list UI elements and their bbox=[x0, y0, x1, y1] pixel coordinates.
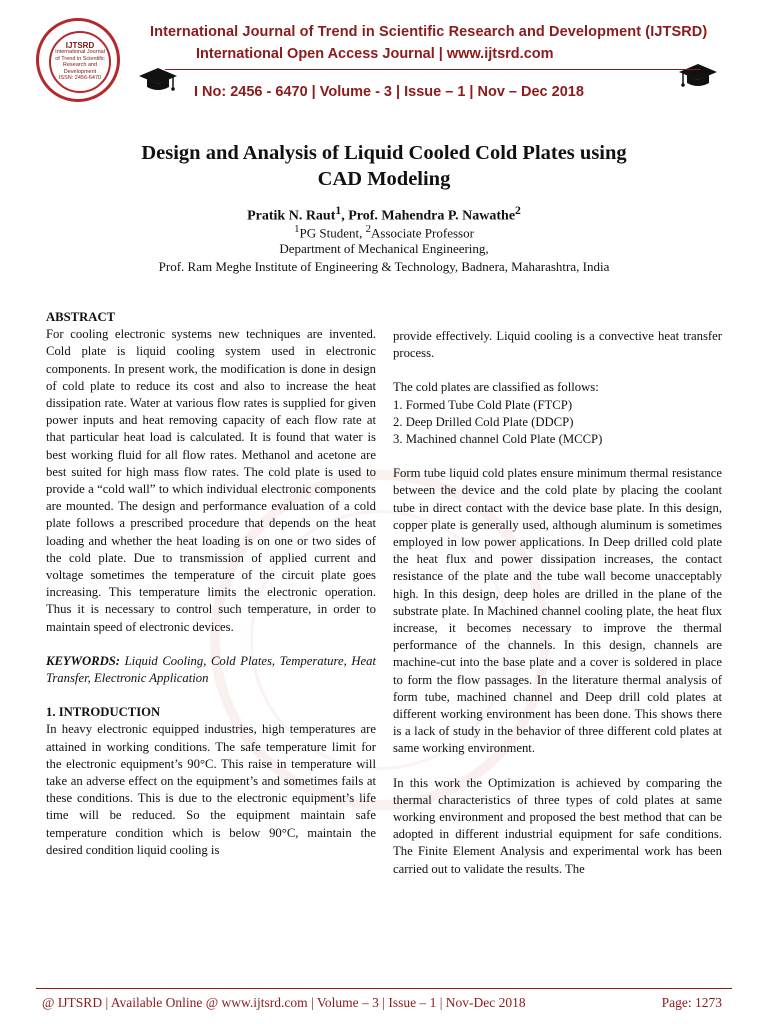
page-number: Page: 1273 bbox=[661, 995, 722, 1010]
issue-line: I No: 2456 - 6470 | Volume - 3 | Issue – 1 | Nov – Dec 2018 bbox=[194, 84, 584, 100]
header-divider bbox=[165, 69, 700, 70]
abstract-heading: ABSTRACT bbox=[46, 310, 116, 324]
spacer bbox=[393, 362, 722, 379]
page-footer bbox=[0, 988, 768, 1024]
body-paragraph: Form tube liquid cold plates ensure minimum thermal resistance between the device and the cold plate by placing the coolant tube in direct contact with the device base plate. In this design, copper plate is generally used, although aluminum is sometimes employed in low power applications. In Deep drilled cold plate the heat flux and power dissipation increases, the contact resistance of the plate and the tube wall become unacceptably high. In this design, deep holes are drilled in the plane of the substrate plate. In Machined channel cooling plate, the heat flux increase, it becomes necessary to improve the thermal performance of the channels. In this design, channels are machine-cut into the base plate and a cover is soldered in place to form the flow passages. In the literature thermal analysis of form tube, machined channel and Deep drill cold plates at different working environment has been done. This shows there is a lack of study in the behavior of three different cold plates at same working environment. bbox=[393, 466, 722, 756]
role-superscript: 1 bbox=[294, 223, 300, 235]
department: Department of Mechanical Engineering, bbox=[279, 241, 489, 256]
body-paragraph: provide effectively. Liquid cooling is a convective heat transfer process. bbox=[393, 329, 722, 361]
paper-title-line: CAD Modeling bbox=[317, 168, 451, 190]
author-line bbox=[40, 204, 728, 225]
keywords-label: KEYWORDS: bbox=[46, 653, 121, 668]
footer-citation: @ IJTSRD | Available Online @ www.ijtsrd.com | Volume – 3 | Issue – 1 | Nov-Dec 2018 bbox=[42, 995, 526, 1010]
institute: Prof. Ram Meghe Institute of Engineering & Technology, Badnera, Maharashtra, India bbox=[158, 259, 610, 274]
author-roles bbox=[40, 223, 728, 241]
list-item: 1. Formed Tube Cold Plate (FTCP) bbox=[393, 397, 573, 412]
graduation-cap-icon bbox=[138, 66, 178, 96]
footer-divider bbox=[36, 988, 732, 989]
journal-logo bbox=[36, 18, 120, 102]
author-superscript: 1 bbox=[335, 204, 342, 217]
journal-subtitle: International Open Access Journal | www.ijtsrd.com bbox=[196, 46, 554, 62]
logo-text-line: Development bbox=[63, 68, 97, 75]
role-superscript: 2 bbox=[365, 223, 372, 235]
list-item: 2. Deep Drilled Cold Plate (DDCP) bbox=[393, 414, 574, 429]
logo-text-line: International Journal bbox=[55, 49, 105, 55]
author-superscript: 2 bbox=[515, 204, 521, 217]
logo-seal bbox=[49, 31, 111, 93]
keywords-text: Liquid Cooling, Cold Plates, Temperature, Heat Transfer, Electronic Application bbox=[46, 653, 376, 686]
paper-title-line: Design and Analysis of Liquid Cooled Cold Plates using bbox=[141, 142, 627, 164]
spacer bbox=[46, 687, 376, 704]
spacer bbox=[46, 636, 376, 653]
journal-title: International Journal of Trend in Scientific Research and Development (IJTSRD) bbox=[150, 24, 708, 40]
keywords bbox=[46, 653, 376, 687]
logo-text-line: Research and bbox=[62, 62, 98, 68]
graduation-cap-icon bbox=[678, 62, 718, 92]
journal-header bbox=[0, 0, 768, 110]
left-column bbox=[46, 309, 376, 859]
introduction-heading: 1. INTRODUCTION bbox=[46, 705, 161, 720]
logo-text-line: of Trend in Scientific bbox=[55, 55, 105, 62]
author-separator: , bbox=[341, 208, 349, 224]
logo-text-issn: ISSN: 2456-6470 bbox=[58, 75, 102, 81]
list-item: 3. Machined channel Cold Plate (MCCP) bbox=[393, 432, 603, 447]
role-text: PG Student, bbox=[299, 225, 366, 241]
body-paragraph: In this work the Optimization is achieved by comparing the thermal characteristics of three types of cold plates at same working environment and proposed the best method that can be adopted in different industrial equipment for safe conditions. The Finite Element Analysis and experimental work has been carried out to validate the results. The bbox=[393, 775, 722, 876]
role-text: Associate Professor bbox=[371, 225, 474, 241]
logo-text-acronym: IJTSRD bbox=[65, 40, 95, 50]
right-column bbox=[393, 328, 722, 878]
classification-intro: The cold plates are classified as follows: bbox=[393, 380, 599, 395]
spacer bbox=[393, 448, 722, 465]
abstract-text: For cooling electronic systems new techniques are invented. Cold plate is liquid cooling system used in electronic components. In present work, the modification is done in design of cold plate to reduce its cost and also to increase the heat dissipation rate. Water at various flow rates is supplied for given power inputs and heat removing capacity of each flow rate at that particular heat load is calculated. It is found that water is best working fluid for all flow rates. Methanol and acetone are best suited for high mass flow rates. The cold plate is used to provide a “cold wall” to which individual electronic components are mounted. The design and performance evaluation of a cold plate follows a prescribed procedure that depends on the heat loading and whether the heat loading is on one or two sides of the cold plate. Due to transmission of applied current and voltage sometimes the temperature of the circuit plate goes increasing. This temperature limits the electronic operation. Thus it is necessary to control such temperature, in order to maintain speed of electronic devices. bbox=[46, 327, 376, 634]
introduction-text: In heavy electronic equipped industries, high temperatures are attained in working conditions. The safe temperature limit for the electronic equipment’s 90°C. This raise in temperature will take an adverse effect on the equipment’s and sometimes fails at these conditions. This is due to the electronic equipment’s life time will be reduced. So the equipment maintain safe temperature condition which is below 90°C, maintain the desired condition liquid cooling is bbox=[46, 722, 376, 857]
author-name: Pratik N. Raut bbox=[247, 208, 336, 224]
spacer bbox=[393, 758, 722, 775]
paper-title bbox=[40, 140, 728, 192]
author-name: Prof. Mahendra P. Nawathe bbox=[348, 208, 516, 224]
